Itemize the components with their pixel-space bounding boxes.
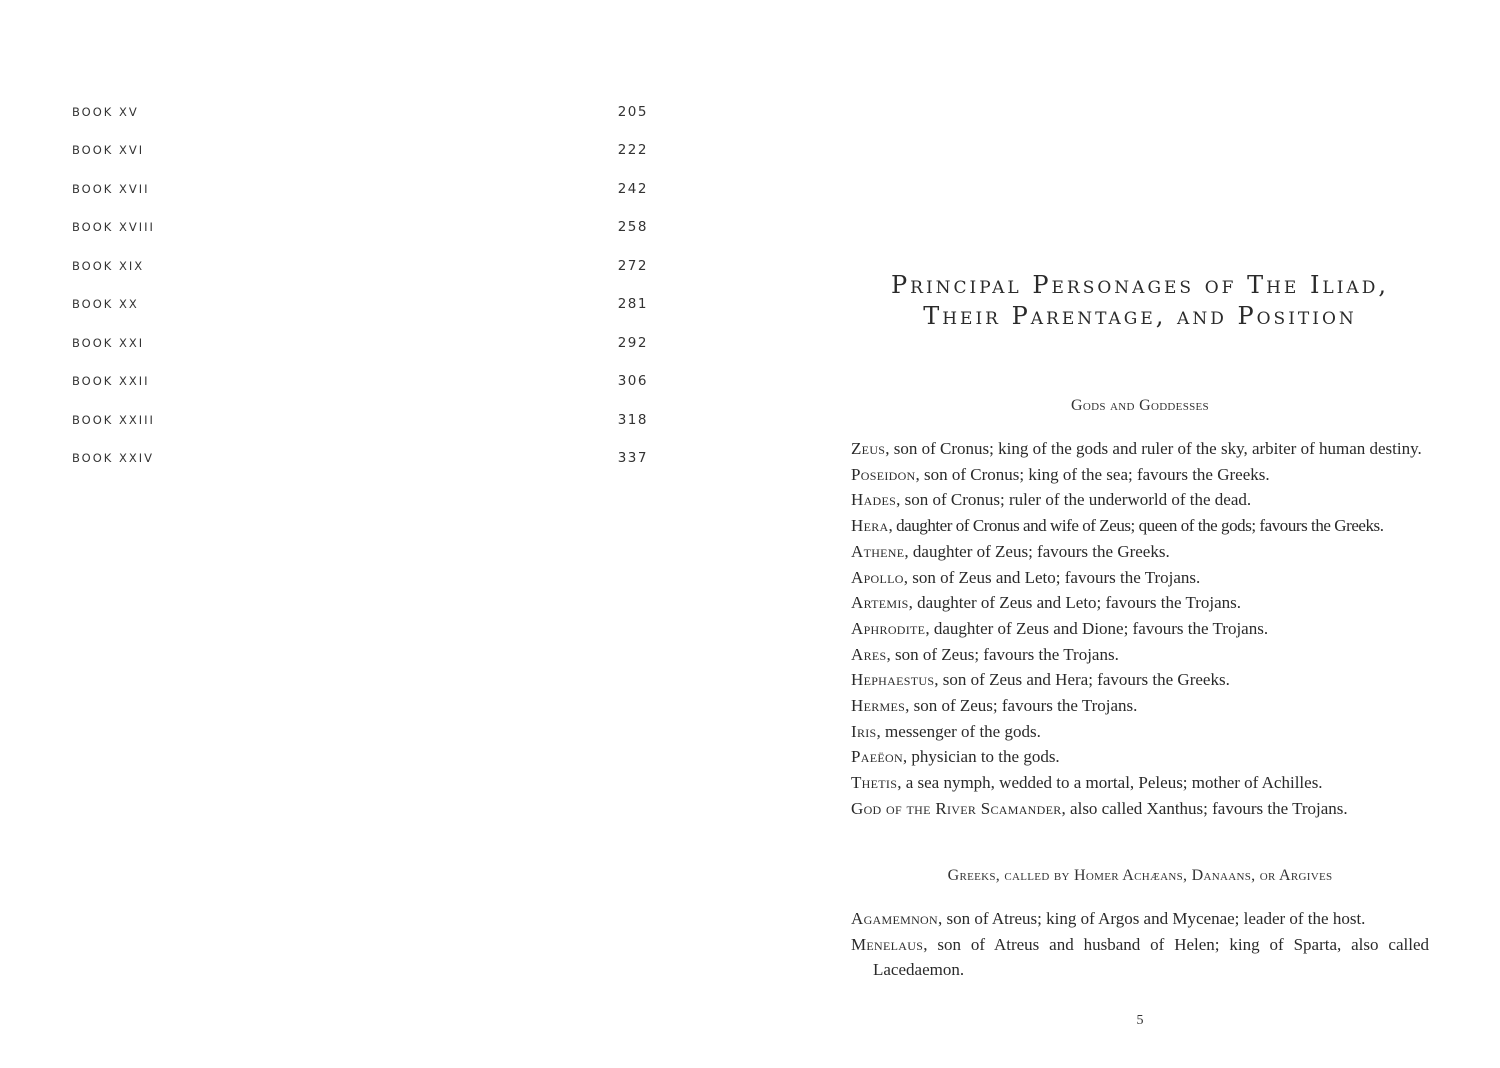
toc-entry-page: 258	[617, 219, 648, 235]
personage-name: Agamemnon	[851, 909, 938, 928]
personage-name: Hades	[851, 490, 897, 510]
personage-entry	[851, 932, 1429, 983]
personage-entry	[851, 513, 1429, 539]
personage-description: , son of Zeus and Hera; favours the Greeks.	[934, 670, 1230, 690]
personage-entry	[851, 565, 1429, 591]
personage-entry	[851, 487, 1429, 513]
toc-entry-label: BOOK XXIV	[72, 451, 155, 465]
toc-entry	[72, 371, 648, 391]
personage-description: , daughter of Zeus; favours the Greeks.	[904, 541, 1170, 561]
toc-entry-label: BOOK XX	[72, 297, 139, 311]
personage-description: , son of Atreus; king of Argos and Mycenae; leader of the host.	[937, 909, 1366, 928]
toc-entry-page: 281	[617, 296, 648, 312]
personage-entry	[851, 796, 1429, 822]
toc-entry-label: BOOK XXI	[72, 336, 145, 350]
personage-name: Hermes	[851, 696, 906, 716]
personage-description: , messenger of the gods.	[876, 721, 1041, 741]
toc-entry	[72, 217, 648, 237]
personage-entry	[851, 667, 1429, 693]
personage-description: , son of Zeus and Leto; favours the Trojans.	[903, 567, 1201, 587]
page-title-line: Their Parentage, and Position	[923, 302, 1357, 330]
personage-entry	[851, 590, 1429, 616]
personage-description: , daughter of Zeus and Leto; favours the Trojans.	[908, 593, 1242, 613]
personage-name: Menelaus	[851, 934, 924, 954]
toc-entry	[72, 448, 648, 468]
personage-description: , daughter of Zeus and Dione; favours the Trojans.	[925, 618, 1269, 638]
personage-description: , son of Atreus and husband of Helen; king of Sparta, also called Lacedaemon.	[873, 934, 1429, 980]
page-number: 5	[1136, 1013, 1144, 1028]
toc-entry	[72, 256, 648, 276]
personage-entry	[851, 744, 1429, 770]
toc-entry-label: BOOK XVII	[72, 182, 150, 196]
toc-entry-label: BOOK XVI	[72, 143, 145, 157]
toc-entry	[72, 140, 648, 160]
personages-page	[750, 0, 1500, 1068]
toc-entry-page: 242	[617, 181, 648, 197]
toc-entry	[72, 333, 648, 353]
personage-name: Athene	[851, 541, 905, 561]
personage-entry	[851, 462, 1429, 488]
toc-entry-page: 306	[617, 373, 648, 389]
personage-name: Poseidon	[851, 464, 916, 484]
toc-entry	[72, 410, 648, 430]
toc-entry	[72, 294, 648, 314]
personage-description: , son of Cronus; king of the sea; favours the Greeks.	[915, 464, 1270, 484]
greeks-list	[851, 906, 1429, 983]
personage-description: , daughter of Cronus and wife of Zeus; queen of the gods; favours the Greeks.	[888, 516, 1384, 536]
personage-name: Thetis	[851, 773, 898, 793]
personage-name: Artemis	[851, 593, 909, 613]
personage-entry	[851, 539, 1429, 565]
toc-entry-label: BOOK XXII	[72, 374, 150, 388]
personage-description: , son of Zeus; favours the Trojans.	[905, 696, 1138, 716]
personage-name: Aphrodite	[851, 618, 926, 638]
gods-list	[851, 436, 1429, 822]
personage-description: , son of Cronus; ruler of the underworld of the dead.	[896, 490, 1252, 510]
personage-name: Ares	[851, 644, 887, 664]
personage-entry	[851, 906, 1429, 932]
personage-description: , also called Xanthus; favours the Trojans.	[1061, 798, 1348, 818]
toc-entry-page: 337	[617, 450, 648, 466]
toc-entry-page: 222	[617, 142, 648, 158]
personage-name: Apollo	[851, 567, 904, 587]
toc-entry-label: BOOK XIX	[72, 259, 145, 273]
personage-name: Paeëon	[851, 747, 903, 767]
toc-entry-page: 205	[617, 104, 648, 120]
personage-name: Hera	[851, 516, 889, 536]
toc-entry-page: 272	[617, 258, 648, 274]
personage-entry	[851, 770, 1429, 796]
page-title	[750, 270, 1500, 332]
page-title-line: Principal Personages of The Iliad,	[891, 271, 1389, 299]
personage-name: God of the River Scamander	[851, 798, 1062, 818]
personage-description: , son of Zeus; favours the Trojans.	[886, 644, 1119, 664]
toc-entry-page: 292	[617, 335, 648, 351]
toc-entry-page: 318	[617, 412, 648, 428]
toc-entry-label: BOOK XXIII	[72, 413, 155, 427]
personage-description: , a sea nymph, wedded to a mortal, Peleus; mother of Achilles.	[897, 773, 1323, 793]
personage-entry	[851, 693, 1429, 719]
personage-entry	[851, 616, 1429, 642]
personage-name: Hephaestus	[851, 670, 935, 690]
personage-description: , physician to the gods.	[902, 747, 1060, 767]
section-heading-greeks: Greeks, called by Homer Achæans, Danaans, or Argives	[947, 867, 1333, 884]
toc-entry-label: BOOK XVIII	[72, 220, 155, 234]
toc-entry	[72, 102, 648, 122]
personage-name: Iris	[851, 721, 877, 741]
section-heading-gods: Gods and Goddesses	[1071, 397, 1209, 414]
personage-description: , son of Cronus; king of the gods and ruler of the sky, arbiter of human destiny.	[885, 439, 1422, 458]
personage-entry	[851, 436, 1429, 462]
personage-entry	[851, 719, 1429, 745]
personage-name: Zeus	[851, 439, 886, 458]
toc-entry	[72, 179, 648, 199]
toc-entry-label: BOOK XV	[72, 105, 139, 119]
personage-entry	[851, 642, 1429, 668]
